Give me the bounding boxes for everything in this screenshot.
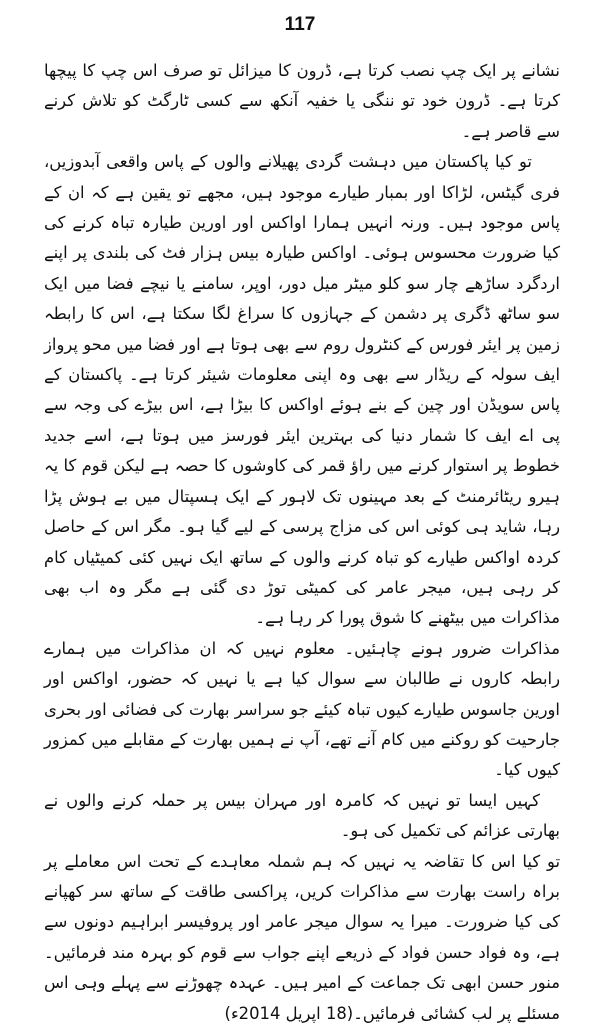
article-body <box>44 56 560 1029</box>
paragraph: تو کیا اس کا تقاضہ یہ نہیں کہ ہم شملہ معاہدے کے تحت اس معاملے پر براہ راست بھارت سے مذاکرات کریں، پراکسی طاقت کے ساتھ سر کھپانے کی کیا ضرورت۔ میرا یہ سوال میجر عامر اور پروفیسر ابراہیم دونوں سے ہے، وہ فواد حسن فواد کے ذریعے اپنے جواب سے قوم کو بہرہ مند فرمائیں۔ منور حسن ابھی تک جماعت کے امیر ہیں۔ عہدہ چھوڑنے سے پہلے وہی اس مسئلے پر لب کشائی فرمائیں۔(18 اپریل 2014ء) <box>44 851 560 1023</box>
paragraph: تو کیا پاکستان میں دہشت گردی پھیلانے والوں کے پاس واقعی آبدوزیں، فری گیٹس، لڑاکا اور بمبار طیارے موجود ہیں، مجھے تو یقین ہے کہ ان کے پاس موجود ہیں۔ ورنہ انہیں ہمارا اواکس اور اورین طیارہ تباہ کرنے کی کیا ضرورت محسوس ہوئی۔ اواکس طیارہ بیس ہزار فٹ کی بلندی پر اپنے اردگرد ساڑھے چار سو کلو میٹر میل دور، اوپر، سامنے یا نیچے فضا میں ایک سو ساٹھ ڈگری پر دشمن کے جہازوں کا سراغ لگا سکتا ہے، اس کا رابطہ زمین پر ایئر فورس کے کنٹرول روم سے بھی ہوتا ہے اور فضا میں محو پرواز ایف سولہ کے ریڈار سے بھی وہ اپنی معلومات شیئر کرتا ہے۔ پاکستان کے پاس سویڈن اور چین کے بنے ہوئے اواکس کا بیڑا ہے، اس بیڑے کی وجہ سے پی اے ایف کا شمار دنیا کی بہترین ایئر فورسز میں ہوتا ہے، اسے جدید خطوط پر استوار کرنے میں راؤ قمر کی کاوشوں کا حصہ ہے لیکن قوم کا یہ ہیرو ریٹائرمنٹ کے بعد مہینوں تک لاہور کے ایک ہسپتال میں بے ہوش پڑا رہا، شاید ہی کوئی اس کی مزاج پرسی کے لیے گیا ہو۔ مگر اس کے حاصل کردہ اواکس طیارے کو تباہ کرنے والوں کے ساتھ ایک نہیں کئی کمیٹیاں کام کر رہی ہیں، میجر عامر کی کمیٹی توڑ دی گئی ہے مگر وہ اب بھی مذاکرات میں بیٹھنے کا شوق پورا کر رہا ہے۔ <box>44 152 560 628</box>
paragraph: کہیں ایسا تو نہیں کہ کامرہ اور مہران بیس پر حملہ کرنے والوں نے بھارتی عزائم کی تکمیل کی ہو۔ <box>44 790 560 841</box>
page-number: 117 <box>284 14 316 35</box>
paragraph: نشانے پر ایک چپ نصب کرتا ہے، ڈرون کا میزائل تو صرف اس چپ کا پیچھا کرتا ہے۔ ڈرون خود تو ننگی یا خفیہ آنکھ سے کسی ٹارگٹ کو تلاش کرنے سے قاصر ہے۔ <box>44 61 560 141</box>
paragraph: مذاکرات ضرور ہونے چاہئیں۔ معلوم نہیں کہ ان مذاکرات میں ہمارے رابطہ کاروں نے طالبان سے سوال کیا ہے یا نہیں کہ حضور، اواکس اور اورین جاسوس طیارے کیوں تباہ کیئے جو سراسر بھارت کی فضائی اور بحری جارحیت کو روکنے میں کام آنے تھے، آپ نے ہمیں بھارت کے مقابلے میں کمزور کیوں کیا۔ <box>44 638 560 780</box>
